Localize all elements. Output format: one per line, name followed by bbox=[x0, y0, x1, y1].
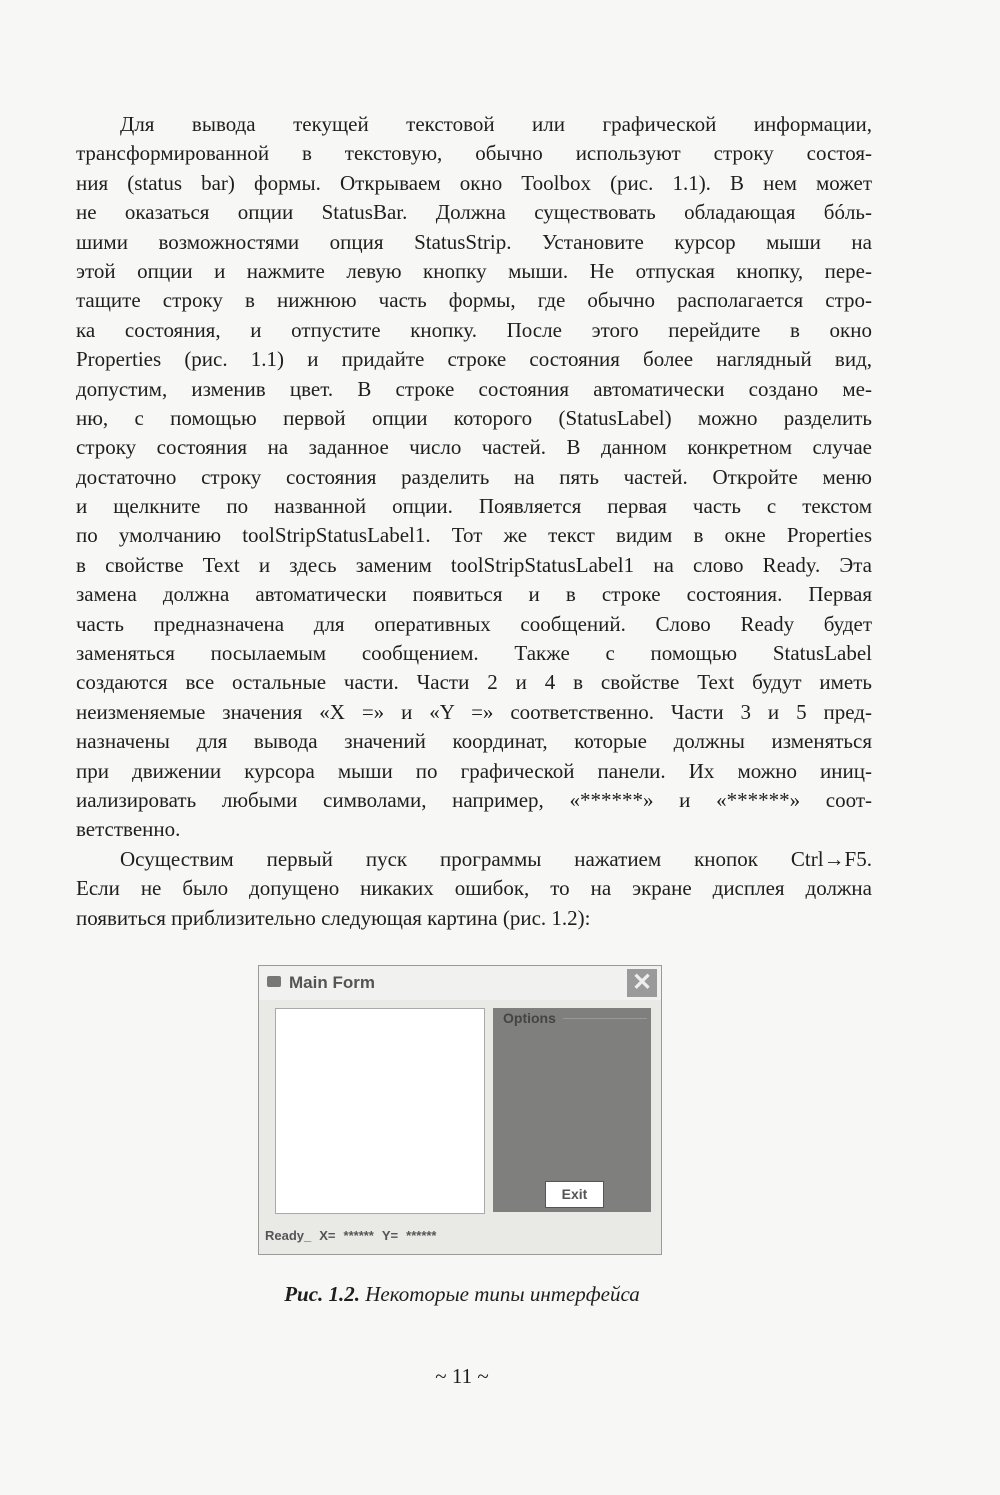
text-line: трансформированной в текстовую, обычно используют строку состоя- bbox=[76, 141, 872, 166]
status-x-label: X= bbox=[319, 1228, 336, 1243]
text-line: замена должна автоматически появиться и в строке состояния. Первая bbox=[76, 582, 872, 607]
main-form-screenshot bbox=[258, 965, 662, 1255]
text-line: Если не было допущено никаких ошибок, то на экране дисплея должна bbox=[76, 876, 872, 901]
graphics-panel[interactable] bbox=[275, 1008, 485, 1214]
text-line: шими возможностями опция StatusStrip. Установите курсор мыши на bbox=[76, 229, 872, 254]
text-line: в свойстве Text и здесь заменим toolStripStatusLabel1 на слово Ready. Эта bbox=[76, 552, 872, 577]
status-strip bbox=[265, 1228, 437, 1243]
text-line: по умолчанию toolStripStatusLabel1. Тот же текст видим в окне Properties bbox=[76, 523, 872, 548]
window-icon bbox=[267, 976, 281, 987]
text-line: ка состояния, и отпустите кнопку. После этого перейдите в окно bbox=[76, 317, 872, 342]
page-number: ~ 11 ~ bbox=[435, 1364, 489, 1388]
status-y-value: ****** bbox=[406, 1228, 437, 1243]
text-line: при движении курсора мыши по графической панели. Их можно иниц- bbox=[76, 758, 872, 783]
text-line: этой опции и нажмите левую кнопку мыши. Не отпуская кнопку, пере- bbox=[76, 258, 872, 283]
status-y-label: Y= bbox=[381, 1228, 399, 1243]
title-bar bbox=[259, 966, 661, 1000]
caption-number: Рис. 1.2. bbox=[284, 1282, 361, 1306]
close-icon[interactable]: ✕ bbox=[627, 969, 657, 997]
text-line: тащите строку в нижнюю часть формы, где обычно располагается стро- bbox=[76, 288, 872, 313]
text-line: не оказаться опции StatusBar. Должна существовать обладающая бóль- bbox=[76, 200, 872, 225]
text-line: и щелкните по названной опции. Появляется первая часть с текстом bbox=[76, 494, 872, 519]
text-line: Для вывода текущей текстовой или графической информации, bbox=[120, 112, 872, 136]
status-x-value: ****** bbox=[343, 1228, 374, 1243]
text-line: ветственно. bbox=[76, 817, 181, 842]
text-line: появиться приблизительно следующая картина (рис. 1.2): bbox=[76, 905, 591, 930]
text-line: Properties (рис. 1.1) и придайте строке состояния более наглядный вид, bbox=[76, 347, 872, 372]
text-line: достаточно строку состояния разделить на пять частей. Откройте меню bbox=[76, 464, 872, 489]
figure-caption bbox=[0, 1282, 924, 1307]
exit-button[interactable]: Exit bbox=[545, 1181, 604, 1208]
options-label: Options bbox=[503, 1010, 556, 1026]
text-line: Осуществим первый пуск программы нажатием кнопок Ctrl→F5. bbox=[120, 846, 872, 871]
text-line: иализировать любыми символами, например, «******» и «******» соот- bbox=[76, 787, 872, 812]
window-title: Main Form bbox=[289, 973, 375, 992]
text-line: создаются все остальные части. Части 2 и 4 в свойстве Text будут иметь bbox=[76, 670, 872, 695]
text-line: допустим, изменив цвет. В строке состояния автоматически создано ме- bbox=[76, 376, 872, 401]
text-line: неизменяемые значения «X =» и «Y =» соответственно. Части 3 и 5 пред- bbox=[76, 699, 872, 724]
text-line: часть предназначена для оперативных сообщений. Слово Ready будет bbox=[76, 611, 872, 636]
caption-text: Некоторые типы интерфейса bbox=[365, 1282, 640, 1306]
text-line: заменяться посылаемым сообщением. Также с помощью StatusLabel bbox=[76, 641, 872, 666]
text-line: строку состояния на заданное число частей. В данном конкретном случае bbox=[76, 435, 872, 460]
options-groupbox bbox=[493, 1008, 651, 1212]
body-text bbox=[76, 110, 872, 933]
status-ready: Ready_ bbox=[265, 1228, 312, 1243]
text-line: ню, с помощью первой опции которого (StatusLabel) можно разделить bbox=[76, 405, 872, 430]
groupbox-border bbox=[563, 1018, 647, 1019]
text-line: ния (status bar) формы. Открываем окно Toolbox (рис. 1.1). В нем может bbox=[76, 170, 872, 195]
text-line: назначены для вывода значений координат, которые должны изменяться bbox=[76, 729, 872, 754]
